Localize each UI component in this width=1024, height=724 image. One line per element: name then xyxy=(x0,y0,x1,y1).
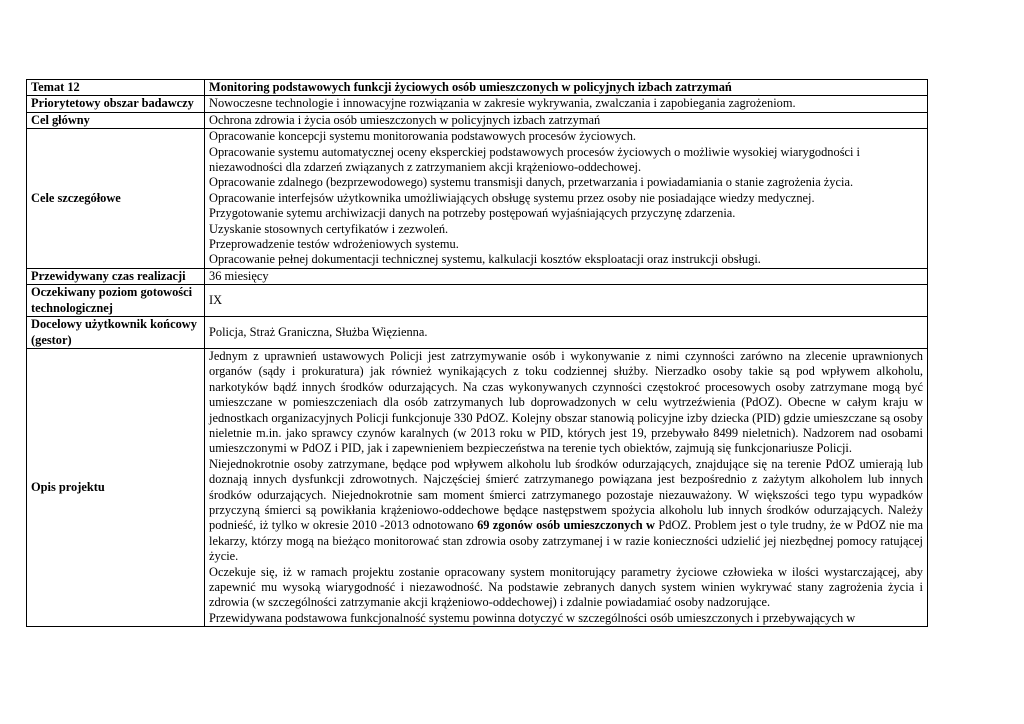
opis-paragraph-1: Jednym z uprawnień ustawowych Policji jest zatrzymywanie osób i wykonywanie z nimi czynności zarówno na zlecenie uprawnionych organów (sądy i prokuratura) jak również wynikających z toku codziennej służby. Nierzadko osoby takie są pod wpływem alkoholu, narkotyków bądź innych środków odurzających. Na czas wykonywanych czynności częstokroć procesowych osoby zatrzymane mogą być umieszczane w pomieszczeniach dla osób zatrzymanych lub doprowadzonych w celu wytrzeźwienia (PdOZ). Obecne w całym kraju w jednostkach organizacyjnych Policji funkcjonuje 330 PdOZ. Kolejny obszar stanowią policyjne izby dziecka (PID) gdzie umieszczane są osoby nieletnie m.in. jako sprawcy czynów karalnych (w 2013 roku w PID, których jest 19, przebywało 8499 nieletnich). Nadzorem nad osobami umieszczonymi w PdOZ i PID, jak i zapewnieniem bezpieczeństwa na terenie tych obiektów, zajmują się funkcjonariusze Policji. xyxy=(209,348,923,456)
table-row-cele-szczegolowe xyxy=(27,129,928,269)
cele-szczegolowe-list xyxy=(205,129,928,269)
cel-glowny-value: Ochrona zdrowia i życia osób umieszczonych w policyjnych izbach zatrzymań xyxy=(205,112,928,128)
gotowosc-label: Oczekiwany poziom gotowości technologicznej xyxy=(27,285,205,317)
table-row-czas xyxy=(27,268,928,284)
opis-paragraph-2 xyxy=(209,457,923,565)
opis-p2-bold: 69 zgonów osób umieszczonych w xyxy=(477,518,655,533)
table-row-cel-glowny xyxy=(27,112,928,128)
cele-szczegolowe-label: Cele szczegółowe xyxy=(27,129,205,269)
table-row-priorytet xyxy=(27,96,928,112)
gotowosc-value: IX xyxy=(205,285,928,317)
list-item: Uzyskanie stosownych certyfikatów i zezwoleń. xyxy=(209,221,449,236)
temat-label: Temat 12 xyxy=(27,80,205,96)
uzytkownik-value: Policja, Straż Graniczna, Służba Więzienna. xyxy=(205,317,928,349)
opis-paragraph-4: Przewidywana podstawowa funkcjonalność systemu powinna dotyczyć w szczególności osób umieszczonych i przebywających w xyxy=(209,610,856,625)
table-row-uzytkownik xyxy=(27,317,928,349)
list-item: niezawodności dla zdarzeń związanych z zatrzymaniem akcji krążeniowo-oddechowej. xyxy=(209,160,642,175)
priorytet-value: Nowoczesne technologie i innowacyjne rozwiązania w zakresie wykrywania, zwalczania i zapobiegania zagrożeniom. xyxy=(205,96,928,112)
list-item: Opracowanie zdalnego (bezprzewodowego) systemu transmisji danych, przetwarzania i powiadamiania o stanie zagrożenia życia. xyxy=(209,175,854,190)
opis-p2-tail: PdOZ. Problem jest o tyle trudny, że w PdOZ nie ma lekarzy, którzy mogą na bieżąco monitorować stan zdrowia osoby zatrzymanej i w razie konieczności udzielić jej niezbędnej pomocy ratującej życie. xyxy=(209,518,924,564)
list-item: Opracowanie interfejsów użytkownika umożliwiających obsługę systemu przez osoby nie posiadające wiedzy medycznej. xyxy=(209,190,815,205)
opis-paragraph-3: Oczekuje się, iż w ramach projektu zostanie opracowany system monitorujący parametry życiowe człowieka w ilości wystarczającej, aby zapewnić mu wysoką wiarygodność i niezawodność. Na podstawie zebranych danych system winien wykrywać stany zagrożenia życia i zdrowia (w szczególności zatrzymanie akcji krążeniowo-oddechowej) i zdalnie powiadamiać osoby nadzorujące. xyxy=(209,564,923,610)
uzytkownik-label: Docelowy użytkownik końcowy (gestor) xyxy=(27,317,205,349)
list-item: Opracowanie koncepcji systemu monitorowania podstawowych procesów życiowych. xyxy=(209,129,637,144)
table-row-opis xyxy=(27,348,928,626)
list-item: Opracowanie systemu automatycznej oceny eksperckiej podstawowych procesów życiowych o możliwie wysokiej wiarygodności i xyxy=(209,144,861,159)
table-row-gotowosc xyxy=(27,285,928,317)
czas-value: 36 miesięcy xyxy=(205,268,928,284)
table-row-temat xyxy=(27,80,928,96)
opis-label: Opis projektu xyxy=(27,348,205,626)
opis-p2-text: Niejednokrotnie osoby zatrzymane, będące pod wpływem alkoholu lub środków odurzających, znajdujące się na terenie PdOZ umierają lub doznają innych dysfunkcji zdrowotnych. Najczęściej śmierć zatrzymanego powiązana jest bezpośrednio z zażytym alkoholem lub innych środków odurzających. Niejednokrotnie sam moment śmierci zatrzymanego pozostaje niezauważony. W większości tego typu wypadków przyczyną śmierci są powikłania krążeniowo-oddechowe będące następstwem spożycia alkoholu lub innych środków odurzających. Należy podnieść, iż tylko w okresie 2010 -2013 odnotowano xyxy=(209,456,923,533)
list-item: Przeprowadzenie testów wdrożeniowych systemu. xyxy=(209,237,459,252)
cel-glowny-label: Cel główny xyxy=(27,112,205,128)
priorytet-label: Priorytetowy obszar badawczy xyxy=(27,96,205,112)
list-item: Opracowanie pełnej dokumentacji technicznej systemu, kalkulacji kosztów eksploatacji oraz instrukcji obsługi. xyxy=(209,252,761,267)
list-item: Przygotowanie sytemu archiwizacji danych na potrzeby postępowań wyjaśniających przyczynę zdarzenia. xyxy=(209,206,736,221)
czas-label: Przewidywany czas realizacji xyxy=(27,268,205,284)
project-table xyxy=(26,79,928,627)
temat-value: Monitoring podstawowych funkcji życiowych osób umieszczonych w policyjnych izbach zatrzymań xyxy=(205,80,928,96)
opis-content xyxy=(205,348,928,626)
